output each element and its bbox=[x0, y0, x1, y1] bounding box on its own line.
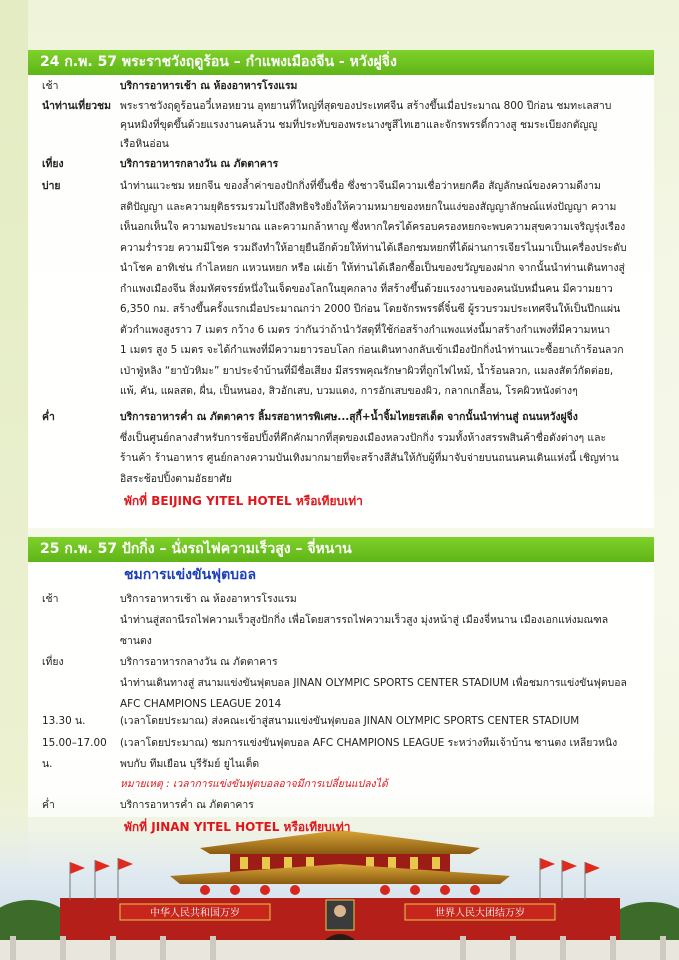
row-text bbox=[120, 652, 651, 715]
text-line: AFC CHAMPIONS LEAGUE 2014 bbox=[120, 698, 282, 710]
row-text bbox=[120, 733, 651, 775]
row-label: เช้า bbox=[42, 80, 59, 92]
banner-left-text: 中华人民共和国万岁 bbox=[150, 908, 240, 919]
text-line: แพ้, คัน, แผลสด, ผื่น, เป็นหนอง, สิวอักเสบ, บวมแดง, การอักเสบของผิว, กลากเกลื้อน, โรคผิวหนังต่างๆ bbox=[120, 385, 578, 397]
text-line: บริการอาหารค่ำ ณ ภัตตาคาร ลิ้มรสอาหารพิเศษ...สุกี้+น้ำจิ้มไทยรสเด็ด จากนั้นนำท่านสู่ ถนนหวังฝูจิ่ง bbox=[120, 411, 578, 423]
text-line: นำท่านแวะชม หยกจีน ของล้ำค่าของปักกิ่งที่ขึ้นชื่อ ซึ่งชาวจีนมีความเชื่อว่าหยกคือ สัญลักษณ์ของความดีงาม bbox=[120, 180, 601, 192]
text-line: บริการอาหารกลางวัน ณ ภัตตาคาร bbox=[120, 656, 278, 668]
text-line: ซึ่งเป็นศูนย์กลางสำหรับการช้อปปิ้งที่คึกคักมากที่สุดของเมืองหลวงปักกิ่ง รวมทั้งห้างสรรพสินค้าชื่อดังต่างๆ และ bbox=[120, 431, 607, 444]
row-text bbox=[120, 97, 651, 154]
day2-note: หมายเหตุ : เวลาการแข่งขันฟุตบอลอาจมีการเปลี่ยนแปลงได้ bbox=[120, 778, 388, 790]
text-line: ซานตง bbox=[120, 635, 152, 647]
row-label: นำท่านเที่ยวชม bbox=[42, 100, 111, 112]
text-line: 1 เมตร สูง 5 เมตร จะได้กำแพงที่มีความยาวรอบโลก ก่อนเดินทางกลับเข้าเมืองปักกิ่งนำท่านแวะซื้อยาเก้าร้อนลวก bbox=[120, 344, 624, 356]
text-line: เรือหินอ่อน bbox=[120, 138, 169, 150]
row-text: บริการอาหารเช้า ณ ห้องอาหารโรงแรม bbox=[120, 80, 298, 92]
row-label: ค่ำ bbox=[42, 411, 55, 423]
banner-right-text: 世界人民大团结万岁 bbox=[435, 908, 525, 919]
text-line: กำแพงเมืองจีน สิ่งมหัศจรรย์หนึ่งในเจ็ดของโลกในยุคกลาง ที่สร้างขึ้นด้วยแรงงานของคนนับหมื่นคน มีความยาว bbox=[120, 282, 613, 295]
text-line: เป่าฟู่หลิง “ยาบัวหิมะ” ยาประจำบ้านที่มีชื่อเสียง มีสรรพคุณรักษาผิวที่ถูกไฟไหม้, น้ำร้อนลวก, แมลงสัตว์กัดต่อย, bbox=[120, 364, 614, 377]
day2-subtitle: ชมการแข่งขันฟุตบอล bbox=[124, 567, 257, 583]
day2-header: 25 ก.พ. 57 ปักกิ่ง – นั่งรถไฟความเร็วสูง – จี่หนาน bbox=[28, 537, 654, 562]
row-text: บริการอาหารค่ำ ณ ภัตตาคาร bbox=[120, 799, 254, 811]
row-label: 13.30 น. bbox=[42, 715, 86, 727]
text-line: นำท่านเดินทางสู่ สนามแข่งขันฟุตบอล JINAN OLYMPIC SPORTS CENTER STADIUM เพื่อชมการแข่งขันฟุตบอล bbox=[120, 677, 627, 689]
text-line: อิสระช้อปปิ้งตามอัธยาศัย bbox=[120, 472, 232, 485]
text-line: เห็นอกเห็นใจ ความพอประมาณ และความกล้าหาญ ซึ่งหากใครได้ครอบครองหยกจะพบความสุขความเจริญรุ่งเรือง bbox=[120, 221, 626, 233]
tiananmen-gate-image bbox=[0, 790, 679, 960]
row-label: เที่ยง bbox=[42, 656, 64, 668]
row-text bbox=[120, 407, 651, 489]
text-line: นำโชค อาทิเช่น กำไลหยก แหวนหยก หรือ เผ่เย้า ให้ท่านได้เลือกซื้อเป็นของขวัญของฝาก จากนั้นนำท่านเดินทางสู่ bbox=[120, 262, 625, 274]
row-text bbox=[120, 589, 651, 652]
row-label: ค่ำ bbox=[42, 799, 55, 811]
day2-hotel: พักที่ JINAN YITEL HOTEL หรือเทียบเท่า bbox=[124, 820, 351, 834]
text-line: ร้านค้า ร้านอาหาร ศูนย์กลางความบันเทิงมากมายที่จะสร้างสีสันให้กับผู้ที่มาจับจ่ายบนถนนคนเดินแห่งนี้ เชิญท่าน bbox=[120, 452, 619, 464]
day1-header: 24 ก.พ. 57 พระราชวังฤดูร้อน – กำแพงเมืองจีน - หวังฝูจิ่ง bbox=[28, 50, 654, 75]
text-line: พบกับ ทีมเยือน บุรีรัมย์ ยูไนเต็ด bbox=[120, 758, 260, 770]
text-line: สติปัญญา และความยุติธรรมรวมไปถึงสิทธิจริงยิ่งให้ความหมายของหยกในแง่ของสัญญาลักษณ์แห่งปัญญา ความ bbox=[120, 200, 617, 213]
row-text: (เวลาโดยประมาณ) ส่งคณะเข้าสู่สนามแข่งขันฟุตบอล JINAN OLYMPIC SPORTS CENTER STADIUM bbox=[120, 715, 580, 727]
row-label: เช้า bbox=[42, 593, 59, 605]
row-label: เที่ยง bbox=[42, 158, 64, 170]
text-line: พระราชวังฤดูร้อนอวี๋เหอหยวน อุทยานที่ใหญ่ที่สุดของประเทศจีน สร้างขึ้นเมื่อประมาณ 800 ปีก่อน ชมทะเลสาบ bbox=[120, 100, 612, 112]
row-text bbox=[120, 176, 651, 402]
row-label: 15.00–17.00 น. bbox=[42, 737, 107, 770]
text-line: บริการอาหารเช้า ณ ห้องอาหารโรงแรม bbox=[120, 593, 297, 605]
row-text: บริการอาหารกลางวัน ณ ภัตตาคาร bbox=[120, 158, 279, 170]
text-line: ตัวกำแพงสูงราว 7 เมตร กว้าง 6 เมตร ว่ากันว่าถ้านำวัสดุที่ใช้ก่อสร้างกำแพงแห่งนี้มาสร้างกำแพงที่มีความหนา bbox=[120, 323, 611, 336]
day1-hotel: พักที่ BEIJING YITEL HOTEL หรือเทียบเท่า bbox=[124, 494, 363, 508]
tiananmen-illustration bbox=[0, 790, 679, 960]
text-line: (เวลาโดยประมาณ) ชมการแข่งขันฟุตบอล AFC CHAMPIONS LEAGUE ระหว่างทีมเจ้าบ้าน ซานตง เหลียวหนิง bbox=[120, 737, 618, 749]
text-line: คุนหมิงที่ขุดขึ้นด้วยแรงงานคนล้วน ชมที่ประทับของพระนางซูสีไทเฮาและจักรพรรดิ์กวางสู ชมระเบียงกตัญญู bbox=[120, 119, 598, 131]
text-line: ความร่ำรวย ความมีโชค รวมถึงทำให้อายุยืนอีกด้วยให้ท่านได้เลือกชมหยกที่ได้ผ่านการเจียรไนมาเป็นเครื่องประดับ bbox=[120, 241, 627, 254]
row-label: บ่าย bbox=[42, 180, 61, 192]
text-line: 6,350 กม. สร้างขึ้นครั้งแรกเมื่อประมาณกว่า 2000 ปีก่อน โดยจักรพรรดิ์จิ๋นซี ผู้รวบรวมประเทศจีนให้เป็นปึกแผ่น bbox=[120, 303, 621, 315]
text-line: นำท่านสู่สถานีรถไฟความเร็วสูงปักกิ่ง เพื่อโดยสารรถไฟความเร็วสูง มุ่งหน้าสู่ เมืองจี่หนาน เมืองเอกแห่งมณฑล bbox=[120, 614, 609, 626]
